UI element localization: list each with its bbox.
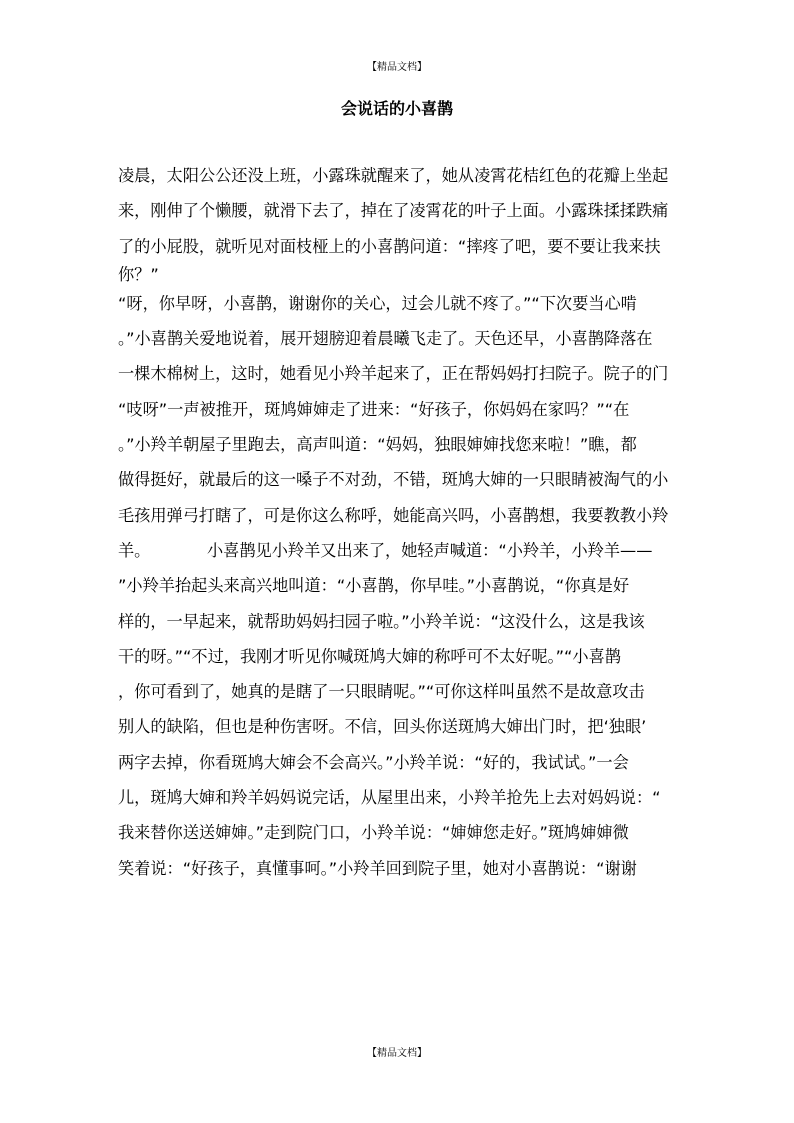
text-line: 儿，斑鸠大婶和羚羊妈妈说完话，从屋里出来，小羚羊抢先上去对妈妈说：“ bbox=[118, 788, 661, 808]
text-line: 。”小羚羊朝屋子里跑去，高声叫道：“妈妈，独眼婶婶找您来啦！”瞧，都 bbox=[118, 435, 637, 455]
footer-tag: 【精品文档】 bbox=[367, 1048, 427, 1059]
text-line: 别人的缺陷，但也是种伤害呀。不信，回头你送斑鸠大婶出门时，把‘独眼’ bbox=[118, 717, 647, 737]
text-line: 毛孩用弹弓打瞎了，可是你这么称呼，她能高兴吗，小喜鹊想，我要教教小羚 bbox=[118, 505, 669, 525]
text-line: ”小羚羊抬起头来高兴地叫道：“小喜鹊，你早哇。”小喜鹊说，“你真是好 bbox=[118, 576, 630, 596]
text-line: “呀，你早呀，小喜鹊，谢谢你的关心，过会儿就不疼了。”“下次要当心啃 bbox=[118, 293, 637, 313]
text-line: 你？” bbox=[118, 264, 159, 284]
article-body bbox=[118, 158, 674, 886]
text-line: 笑着说：“好孩子，真懂事呵。”小羚羊回到院子里，她对小喜鹊说：“谢谢 bbox=[118, 858, 637, 878]
text-line: 了的小屁股，就听见对面枝桠上的小喜鹊问道：“摔疼了吧，要不要让我来扶 bbox=[118, 236, 661, 256]
page-title: 会说话的小喜鹊 bbox=[340, 99, 453, 118]
text-line: “吱呀”一声被推开，斑鸠婶婶走了进来：“好孩子，你妈妈在家吗？”“在 bbox=[118, 399, 630, 419]
text-line: 样的，一早起来，就帮助妈妈扫园子啦。”小羚羊说：“这没什么，这是我该 bbox=[118, 611, 645, 631]
text-line: 一棵木棉树上，这时，她看见小羚羊起来了，正在帮妈妈打扫院子。院子的门 bbox=[118, 364, 669, 384]
text-line: ，你可看到了，她真的是瞎了一只眼睛呢。”“可你这样叫虽然不是故意攻击 bbox=[118, 682, 645, 702]
text-line: 。”小喜鹊关爱地说着，展开翅膀迎着晨曦飞走了。天色还早，小喜鹊降落在 bbox=[118, 329, 653, 349]
header-tag: 【精品文档】 bbox=[367, 62, 427, 73]
text-line: 羊。 小喜鹊见小羚羊又出来了，她轻声喊道：“小羚羊，小羚羊—— bbox=[118, 540, 653, 560]
text-line: 我来替你送送婶婶。”走到院门口，小羚羊说：“婶婶您走好。”斑鸠婶婶微 bbox=[118, 823, 629, 843]
text-line: 两字去掉，你看斑鸠大婶会不会高兴。”小羚羊说：“好的，我试试。”一会 bbox=[118, 752, 629, 772]
text-line: 来，刚伸了个懒腰，就滑下去了，掉在了凌霄花的叶子上面。小露珠揉揉跌痛 bbox=[118, 201, 669, 221]
text-line: 凌晨，太阳公公还没上班，小露珠就醒来了，她从凌霄花桔红色的花瓣上坐起 bbox=[118, 166, 669, 185]
text-line: 干的呀。”“不过，我刚才听见你喊斑鸠大婶的称呼可不太好呢。”“小喜鹊 bbox=[118, 646, 621, 666]
text-line: 做得挺好，就最后的这一嗓子不对劲，不错，斑鸠大婶的一只眼睛被淘气的小 bbox=[118, 470, 669, 490]
